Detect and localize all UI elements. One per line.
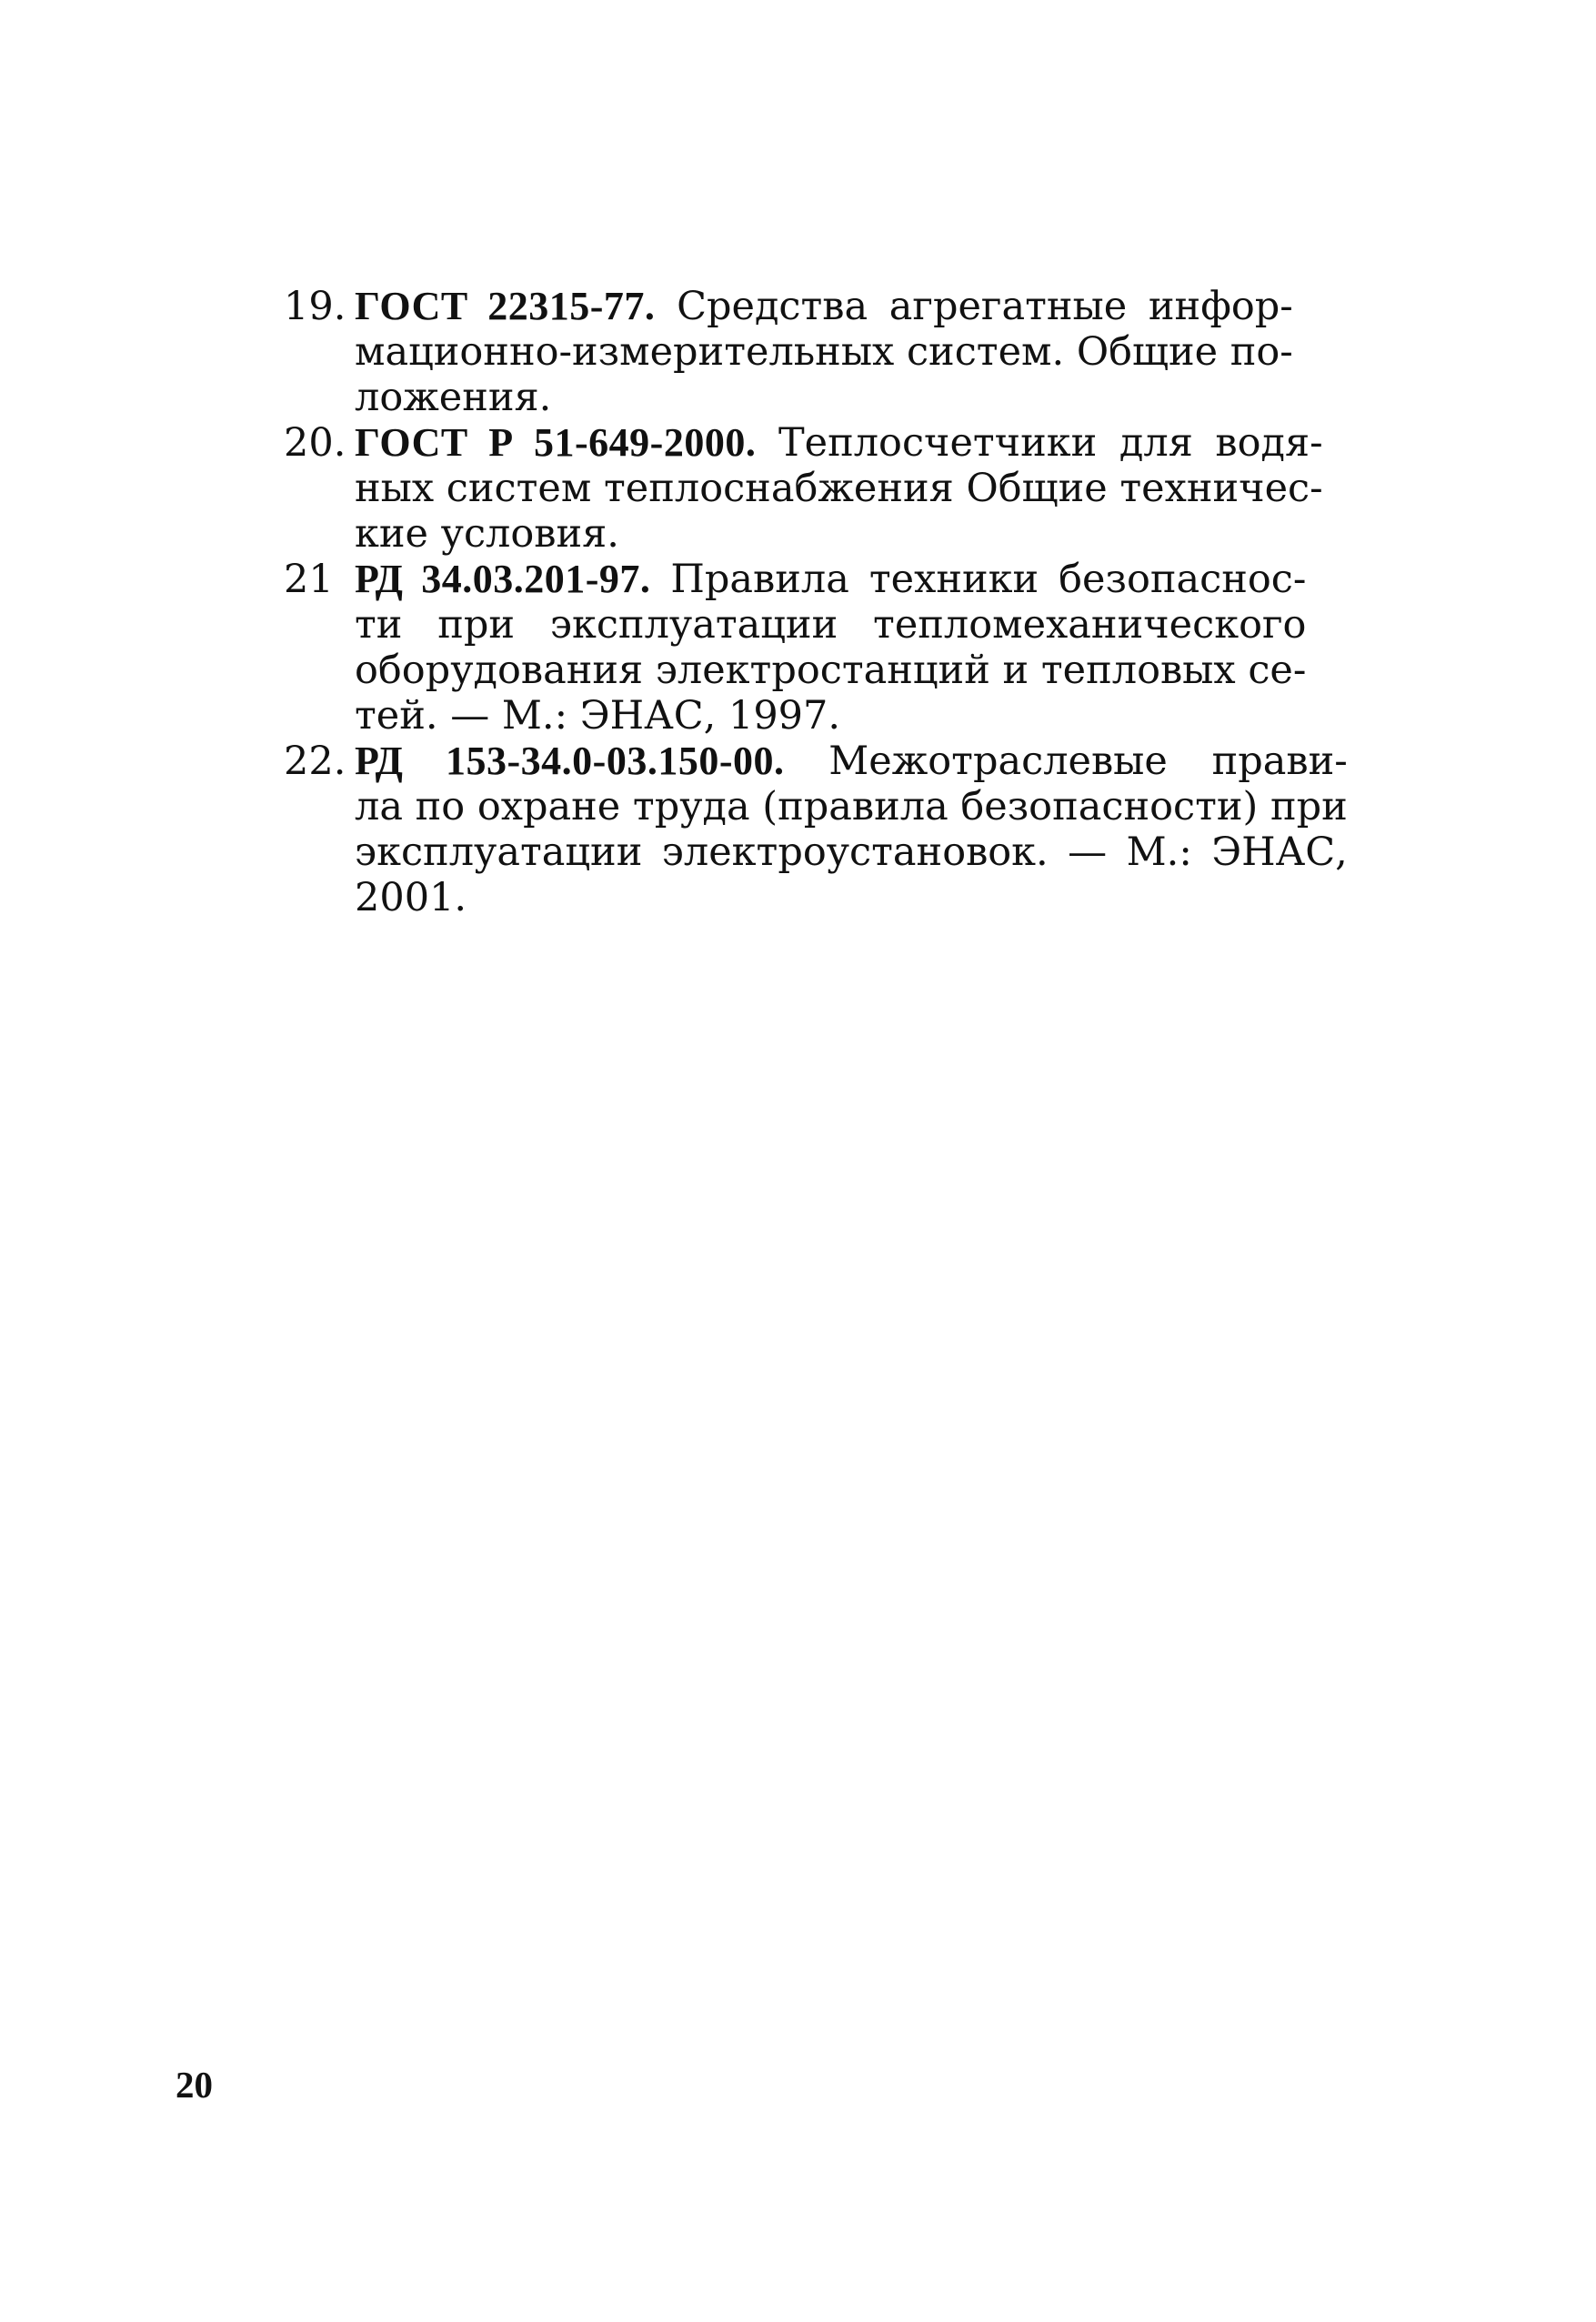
reference-line: ти при эксплуатации тепломеханического bbox=[355, 602, 1307, 648]
reference-line bbox=[355, 420, 1323, 466]
reference-line: кие условия. bbox=[355, 511, 619, 557]
reference-item-21 bbox=[284, 557, 1307, 739]
reference-number: 19. bbox=[284, 284, 346, 329]
reference-line: 2001. bbox=[355, 875, 467, 920]
reference-title-start: Правила техники безопаснос- bbox=[650, 557, 1307, 602]
reference-line: эксплуатации электроустановок. — М.: ЭНАС, bbox=[355, 829, 1348, 875]
reference-line bbox=[355, 739, 1348, 784]
reference-title-start: Межотраслевые прави- bbox=[784, 739, 1348, 784]
reference-code: ГОСТ 22315-77. bbox=[355, 284, 656, 328]
reference-title-start: Теплосчетчики для водя- bbox=[756, 420, 1323, 466]
reference-item-20 bbox=[284, 420, 1323, 557]
reference-item-22 bbox=[284, 739, 1348, 920]
reference-number: 20. bbox=[284, 420, 346, 466]
reference-number: 22. bbox=[284, 739, 346, 784]
reference-text bbox=[355, 420, 1323, 557]
reference-line bbox=[355, 284, 1293, 329]
reference-line: ложения. bbox=[355, 375, 552, 420]
reference-code: ГОСТ Р 51-649-2000. bbox=[355, 420, 757, 465]
page-number: 20 bbox=[176, 2064, 213, 2106]
reference-text bbox=[355, 284, 1293, 420]
reference-list bbox=[284, 284, 1348, 920]
reference-line: оборудования электростанций и тепловых се- bbox=[355, 648, 1307, 693]
reference-line bbox=[355, 557, 1306, 602]
reference-line: мационно-измерительных систем. Общие по- bbox=[355, 329, 1293, 375]
reference-text bbox=[355, 739, 1348, 920]
reference-item-19 bbox=[284, 284, 1293, 420]
reference-line: тей. — М.: ЭНАС, 1997. bbox=[355, 693, 841, 739]
reference-code: РД 34.03.201-97. bbox=[355, 557, 651, 601]
reference-title-start: Средства агрегатные инфор- bbox=[655, 284, 1293, 329]
reference-line: ла по охране труда (правила безопасности) при bbox=[355, 784, 1348, 829]
reference-number: 21 bbox=[284, 557, 334, 602]
reference-line: ных систем теплоснабжения Общие техничес- bbox=[355, 466, 1323, 511]
reference-text bbox=[355, 557, 1306, 739]
reference-code: РД 153-34.0-03.150-00. bbox=[355, 739, 785, 783]
